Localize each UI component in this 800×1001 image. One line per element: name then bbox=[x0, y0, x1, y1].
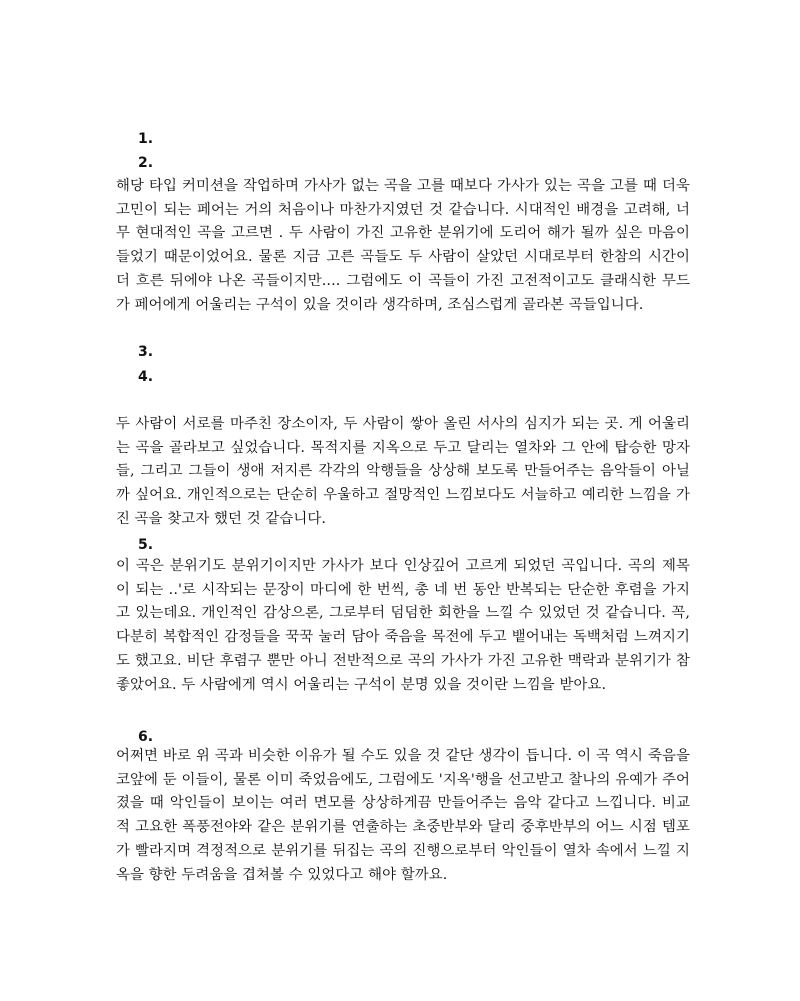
section-paragraph-6: 어쩌면 바로 위 곡과 비슷한 이유가 될 수도 있을 것 같단 생각이 듭니다. 이 곡 역시 죽음을 코앞에 둔 이들이, 물론 이미 죽었음에도, 그럼에도 '지옥'행을 선고받고 찰나의 유예가 주어졌을 때 악인들이 보이는 여러 면모를 상상하게끔 만들어주는 음악 같다고 느낍니다. 비교적 고요한 폭풍전야와 같은 분위기를 연출하는 초중반부와 달리 중후반부의 어느 시점 템포가 빨라지며 격정적으로 분위기를 뒤집는 곡의 진행으로부터 악인들이 열차 속에서 느낄 지옥을 향한 두려움을 겹쳐볼 수 있었다고 해야 할까요. bbox=[116, 748, 690, 883]
section-number-1: 1. bbox=[138, 131, 154, 147]
section-number-2: 2. bbox=[138, 155, 154, 171]
section-number-3: 3. bbox=[138, 344, 154, 360]
section-paragraph-2: 해당 타입 커미션을 작업하며 가사가 없는 곡을 고를 때보다 가사가 있는 곡을 고를 때 더욱 고민이 되는 페어는 거의 처음이나 마찬가지였던 것 같습니다. 시대적인 배경을 고려해, 너무 현대적인 곡을 고르면 . 두 사람이 가진 고유한 분위기에 도리어 해가 될까 싶은 마음이 들었기 때문이었어요. 물론 지금 고른 곡들도 두 사람이 살았던 시대로부터 한참의 시간이 더 흐른 뒤에야 나온 곡들이지만.... 그럼에도 이 곡들이 가진 고전적이고도 클래식한 무드가 페어에게 어울리는 구석이 있을 것이라 생각하며, 조심스럽게 골라본 곡들입니다. bbox=[116, 178, 690, 313]
section-number-4: 4. bbox=[138, 369, 154, 385]
section-paragraph-4: 두 사람이 서로를 마주친 장소이자, 두 사람이 쌓아 올린 서사의 심지가 되는 곳. 게 어울리는 곡을 골라보고 싶었습니다. 목적지를 지옥으로 두고 달리는 열차와 그 안에 탑승한 망자들, 그리고 그들이 생애 저지른 각각의 악행들을 상상해 보도록 만들어주는 음악들이 아닐까 싶어요. 개인적으로는 단순히 우울하고 절망적인 느낌보다도 서늘하고 예리한 느낌을 가진 곡을 찾고자 했던 것 같습니다. bbox=[116, 416, 690, 527]
section-number-5: 5. bbox=[138, 537, 154, 553]
section-paragraph-5: 이 곡은 분위기도 분위기이지만 가사가 보다 인상깊어 고르게 되었던 곡입니다. 곡의 제목이 되는 ..'로 시작되는 문장이 마디에 한 번씩, 총 네 번 동안 반복되는 단순한 후렴을 가지고 있는데요. 개인적인 감상으론, 그로부터 덤덤한 회한을 느낄 수 있었던 것 같습니다. 꼭, 다분히 복합적인 감정들을 꾹꾹 눌러 담아 죽음을 목전에 두고 뱉어내는 독백처럼 느껴지기도 했고요. 비단 후렴구 뿐만 아니 전반적으로 곡의 가사가 가진 고유한 맥락과 분위기가 참 좋았어요. 두 사람에게 역시 어울리는 구석이 분명 있을 것이란 느낌을 받아요. bbox=[116, 558, 690, 693]
section-number-6: 6. bbox=[138, 729, 154, 745]
